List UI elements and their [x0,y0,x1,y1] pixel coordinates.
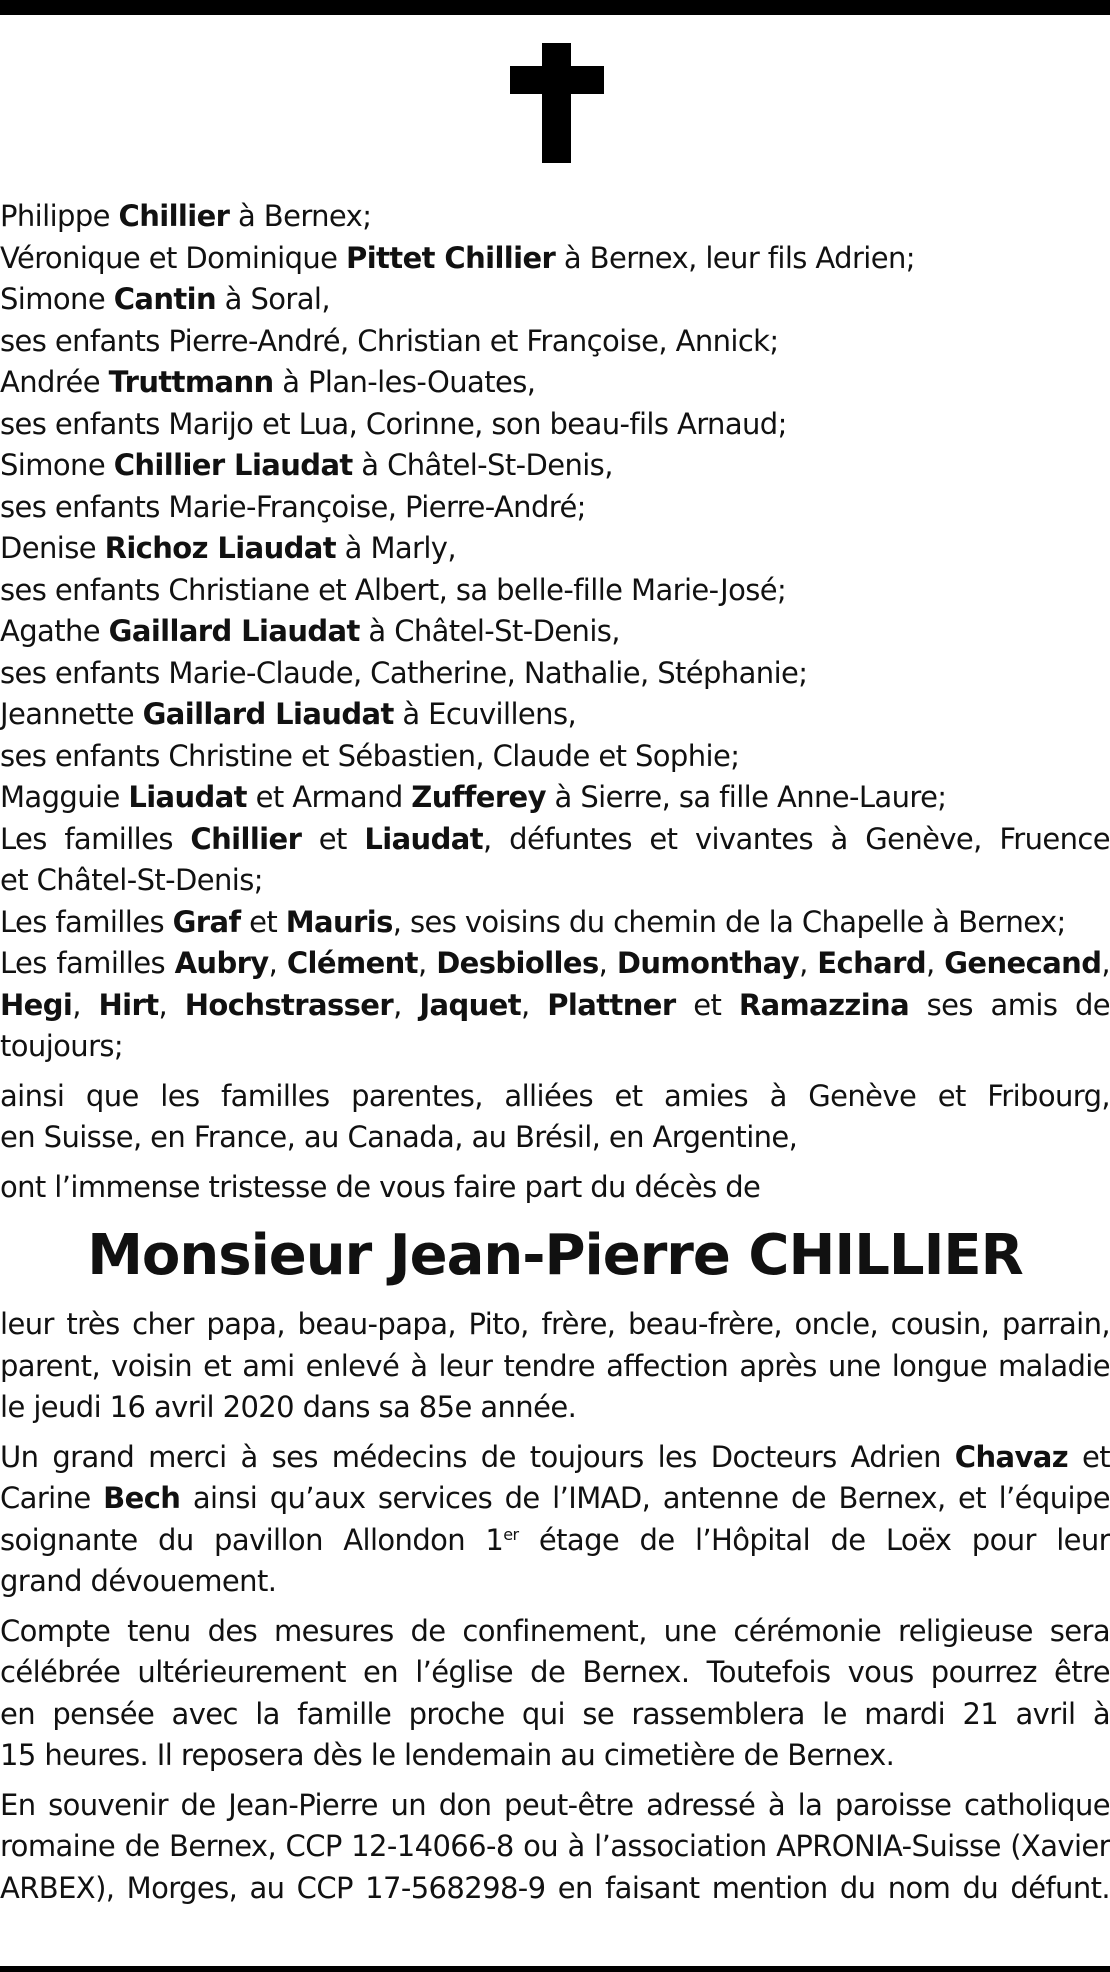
tribute-line: le jeudi 16 avril 2020 dans sa 85e année. [0,1390,577,1424]
mourner-line: ses enfants Marijo et Lua, Corinne, son beau-fils Arnaud; [0,406,787,441]
families-graf-mauris: Les familles Graf et Mauris, ses voisins du chemin de la Chapelle à Bernex; [0,904,1066,939]
thanks-line: grand dévouement. [0,1564,277,1598]
thanks-line: Un grand merci à ses médecins de toujours les Docteurs Adrien Chavaz et [0,1439,1110,1474]
ceremony-line: 15 heures. Il reposera dès le lendemain au cimetière de Bernex. [0,1738,895,1772]
thanks-line: soignante du pavillon Allondon 1er étage de l’Hôpital de Loëx pour leur [0,1522,1110,1557]
relatives-line: en Suisse, en France, au Canada, au Brésil, en Argentine, [0,1120,798,1154]
mourner-line: Denise Richoz Liaudat à Marly, [0,531,456,565]
ceremony-line: en pensée avec la famille proche qui se rassemblera le mardi 21 avril à [0,1696,1110,1731]
families-chillier-liaudat: Les familles Chillier et Liaudat, défuntes et vivantes à Genève, Fruence [0,821,1110,856]
families-friends-line-3: toujours; [0,1029,124,1063]
families-friends-line-1: Les familles Aubry, Clément, Desbiolles, Dumonthay, Echard, Genecand, [0,946,1110,980]
mourner-line: ses enfants Marie-Claude, Catherine, Nathalie, Stéphanie; [0,655,808,690]
mourner-line: ses enfants Pierre-André, Christian et Françoise, Annick; [0,323,779,358]
donation-line: En souvenir de Jean-Pierre un don peut-être adressé à la paroisse catholique [0,1787,1110,1822]
cross-icon [510,43,604,163]
donation-line: ARBEX), Morges, au CCP 17-568298-9 en faisant mention du nom du défunt. [0,1870,1110,1905]
families-chillier-liaudat-cont: et Châtel-St-Denis; [0,863,263,897]
mourner-line: Simone Cantin à Soral, [0,282,330,316]
mourner-line: Magguie Liaudat et Armand Zufferey à Sierre, sa fille Anne-Laure; [0,780,947,814]
mourner-line: Jeannette Gaillard Liaudat à Ecuvillens, [0,697,577,731]
relatives-line: ainsi que les familles parentes, alliées et amies à Genève et Fribourg, [0,1078,1110,1113]
mourner-line: Véronique et Dominique Pittet Chillier à Bernex, leur fils Adrien; [0,240,915,275]
tribute-line: leur très cher papa, beau-papa, Pito, frère, beau-frère, oncle, cousin, parrain, [0,1307,1110,1341]
families-friends-line-2: Hegi, Hirt, Hochstrasser, Jaquet, Plattner et Ramazzina ses amis de [0,987,1110,1022]
ceremony-line: Compte tenu des mesures de confinement, une cérémonie religieuse sera [0,1613,1110,1648]
thanks-line: Carine Bech ainsi qu’aux services de l’IMAD, antenne de Bernex, et l’équipe [0,1481,1110,1515]
mourner-line: ses enfants Christine et Sébastien, Claude et Sophie; [0,738,740,773]
mourner-line: Andrée Truttmann à Plan-les-Ouates, [0,365,536,399]
bottom-border-rule [0,1966,1110,1972]
ceremony-line: célébrée ultérieurement en l’église de Bernex. Toutefois vous pourrez être [0,1655,1110,1689]
mourner-line: Simone Chillier Liaudat à Châtel-St-Denis, [0,448,613,482]
mourner-line: ses enfants Christiane et Albert, sa belle-fille Marie-José; [0,572,787,607]
tribute-line: parent, voisin et ami enlevé à leur tendre affection après une longue maladie [0,1348,1110,1383]
mourner-line: Agathe Gaillard Liaudat à Châtel-St-Denis, [0,614,620,648]
mourner-line: ses enfants Marie-Françoise, Pierre-André; [0,489,586,524]
top-border-rule [0,0,1110,15]
mourner-line: Philippe Chillier à Bernex; [0,199,372,233]
donation-line: romaine de Bernex, CCP 12-14066-8 ou à l’association APRONIA-Suisse (Xavier [0,1829,1110,1863]
announcement: ont l’immense tristesse de vous faire part du décès de [0,1169,761,1204]
deceased-name: Monsieur Jean-Pierre CHILLIER [87,1223,1023,1288]
obituary-body [0,196,1110,1909]
